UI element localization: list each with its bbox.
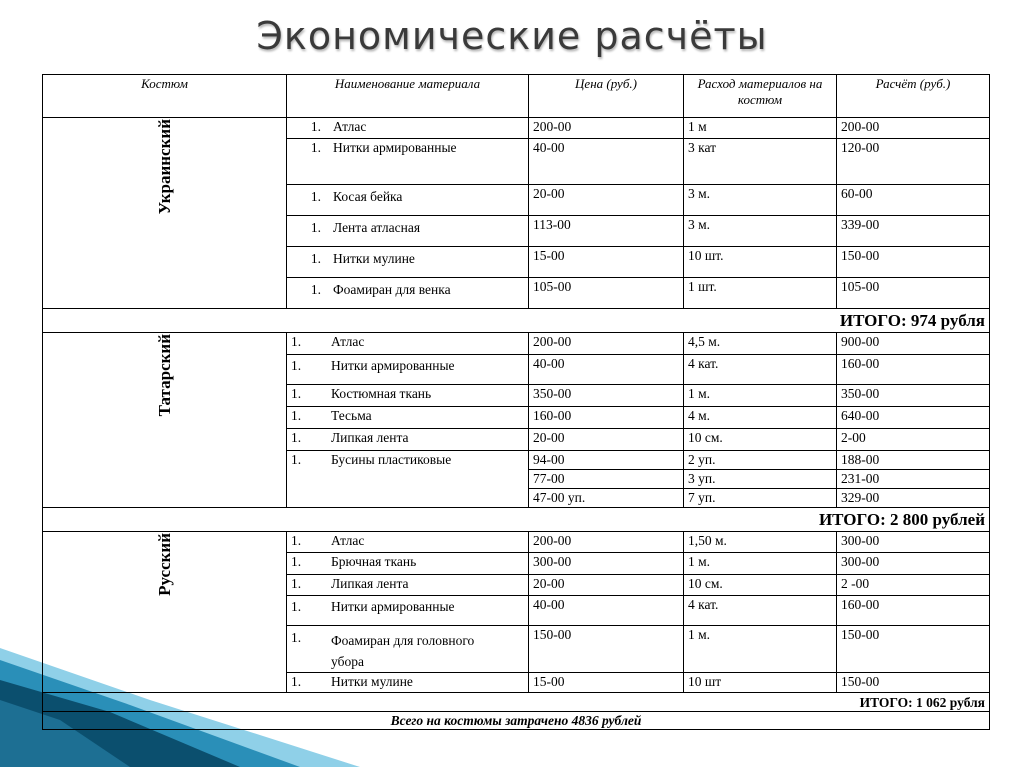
usage-cell: 1,50 м. [684,532,837,553]
costume-cell [43,118,287,309]
usage-cell: 7 уп. [684,489,837,508]
calc-cell: 150-00 [837,673,990,693]
usage-cell: 1 м [684,118,837,139]
row-number: 1. [291,408,302,423]
material-name: Лента атласная [333,220,421,235]
calc-cell: 188-00 [837,451,990,470]
row-number: 1. [291,576,302,591]
header-row [43,75,990,118]
costume-label: Русский [154,533,174,596]
row-number: 1. [291,358,302,373]
row-number: 1. [291,386,302,401]
page-title: Экономические расчёты [256,14,768,58]
material-cell [287,333,529,355]
material-name: Тесьма [331,408,372,423]
row-number: 1. [310,119,321,134]
row-number: 1. [310,140,321,155]
table-row [43,532,990,553]
material-name: Атлас [331,334,365,349]
calc-cell: 640-00 [837,407,990,429]
row-number: 1. [310,251,321,266]
material-name: Бусины пластиковые [331,452,452,467]
material-cell [287,673,529,693]
usage-cell: 2 уп. [684,451,837,470]
material-cell [287,626,529,673]
material-cell [287,278,529,309]
price-cell: 20-00 [529,185,684,216]
price-cell: 40-00 [529,596,684,626]
calc-cell: 900-00 [837,333,990,355]
usage-cell: 10 шт. [684,247,837,278]
row-number: 1. [291,533,302,548]
price-cell: 150-00 [529,626,684,673]
usage-cell: 3 м. [684,185,837,216]
subtotal: ИТОГО: 1 062 рубля [43,693,990,712]
subtotal-row [43,693,990,712]
costume-label: Татарский [154,334,174,417]
material-name: Нитки армированные [331,358,455,373]
calc-cell: 120-00 [837,139,990,185]
header-price: Цена (руб.) [529,75,684,118]
table-row [43,333,990,355]
material-name: Нитки армированные [331,599,455,614]
calc-cell: 160-00 [837,355,990,385]
material-cell [287,185,529,216]
material-name: Фоамиран для головного убора [331,633,475,669]
grand-total: Всего на костюмы затрачено 4836 рублей [43,712,990,730]
calc-cell: 150-00 [837,626,990,673]
costume-cell [43,532,287,693]
usage-cell: 10 см. [684,429,837,451]
price-cell: 105-00 [529,278,684,309]
price-cell: 15-00 [529,673,684,693]
price-cell: 47-00 уп. [529,489,684,508]
usage-cell: 1 м. [684,385,837,407]
row-number: 1. [310,282,321,297]
usage-cell: 1 м. [684,553,837,575]
material-name: Атлас [331,533,365,548]
row-number: 1. [310,220,321,235]
calc-cell: 300-00 [837,553,990,575]
header-usage: Расход материалов на костюм [684,75,837,118]
table-row [43,118,990,139]
material-name: Фоамиран для венка [333,282,451,297]
usage-cell: 4 кат. [684,596,837,626]
costume-label: Украинский [154,119,174,215]
price-cell: 40-00 [529,355,684,385]
calc-cell: 160-00 [837,596,990,626]
material-name: Нитки мулине [333,251,415,266]
price-cell: 350-00 [529,385,684,407]
costs-table [42,74,990,730]
calc-cell: 300-00 [837,532,990,553]
material-cell [287,118,529,139]
price-cell: 200-00 [529,333,684,355]
calc-cell: 150-00 [837,247,990,278]
material-cell [287,532,529,553]
row-number: 1. [291,554,302,569]
price-cell: 113-00 [529,216,684,247]
grand-total-row [43,712,990,730]
row-number: 1. [291,630,302,645]
calc-cell: 329-00 [837,489,990,508]
material-name: Косая бейка [333,189,403,204]
material-cell [287,451,529,508]
material-name: Липкая лента [331,430,409,445]
subtotal-row [43,508,990,532]
price-cell: 20-00 [529,429,684,451]
price-cell: 15-00 [529,247,684,278]
calc-cell: 2-00 [837,429,990,451]
material-cell [287,429,529,451]
calc-cell: 339-00 [837,216,990,247]
subtotal: ИТОГО: 974 рубля [43,309,990,333]
material-name: Костюмная ткань [331,386,432,401]
subtotal-row [43,309,990,333]
usage-cell: 3 м. [684,216,837,247]
material-cell [287,575,529,596]
price-cell: 200-00 [529,532,684,553]
header-material: Наименование материала [287,75,529,118]
material-cell [287,385,529,407]
row-number: 1. [291,674,302,689]
row-number: 1. [291,452,302,467]
row-number: 1. [291,599,302,614]
material-name: Брючная ткань [331,554,417,569]
calc-cell: 200-00 [837,118,990,139]
material-name: Нитки мулине [331,674,413,689]
calc-cell: 105-00 [837,278,990,309]
usage-cell: 3 кат [684,139,837,185]
usage-cell: 4 м. [684,407,837,429]
usage-cell: 1 шт. [684,278,837,309]
material-cell [287,216,529,247]
usage-cell: 1 м. [684,626,837,673]
material-name: Нитки армированные [333,140,457,155]
calc-cell: 60-00 [837,185,990,216]
usage-cell: 10 шт [684,673,837,693]
material-cell [287,596,529,626]
material-cell [287,355,529,385]
material-name: Атлас [333,119,367,134]
price-cell: 160-00 [529,407,684,429]
price-cell: 94-00 [529,451,684,470]
price-cell: 20-00 [529,575,684,596]
price-cell: 40-00 [529,139,684,185]
usage-cell: 3 уп. [684,470,837,489]
material-cell [287,247,529,278]
material-cell [287,553,529,575]
price-cell: 77-00 [529,470,684,489]
price-cell: 300-00 [529,553,684,575]
row-number: 1. [291,430,302,445]
material-cell [287,139,529,185]
calc-cell: 231-00 [837,470,990,489]
costume-cell [43,333,287,508]
price-cell: 200-00 [529,118,684,139]
subtotal: ИТОГО: 2 800 рублей [43,508,990,532]
row-number: 1. [291,334,302,349]
calc-cell: 350-00 [837,385,990,407]
header-costume: Костюм [43,75,287,118]
material-name: Липкая лента [331,576,409,591]
usage-cell: 10 см. [684,575,837,596]
usage-cell: 4 кат. [684,355,837,385]
material-cell [287,407,529,429]
usage-cell: 4,5 м. [684,333,837,355]
row-number: 1. [310,189,321,204]
calc-cell: 2 -00 [837,575,990,596]
header-calc: Расчёт (руб.) [837,75,990,118]
